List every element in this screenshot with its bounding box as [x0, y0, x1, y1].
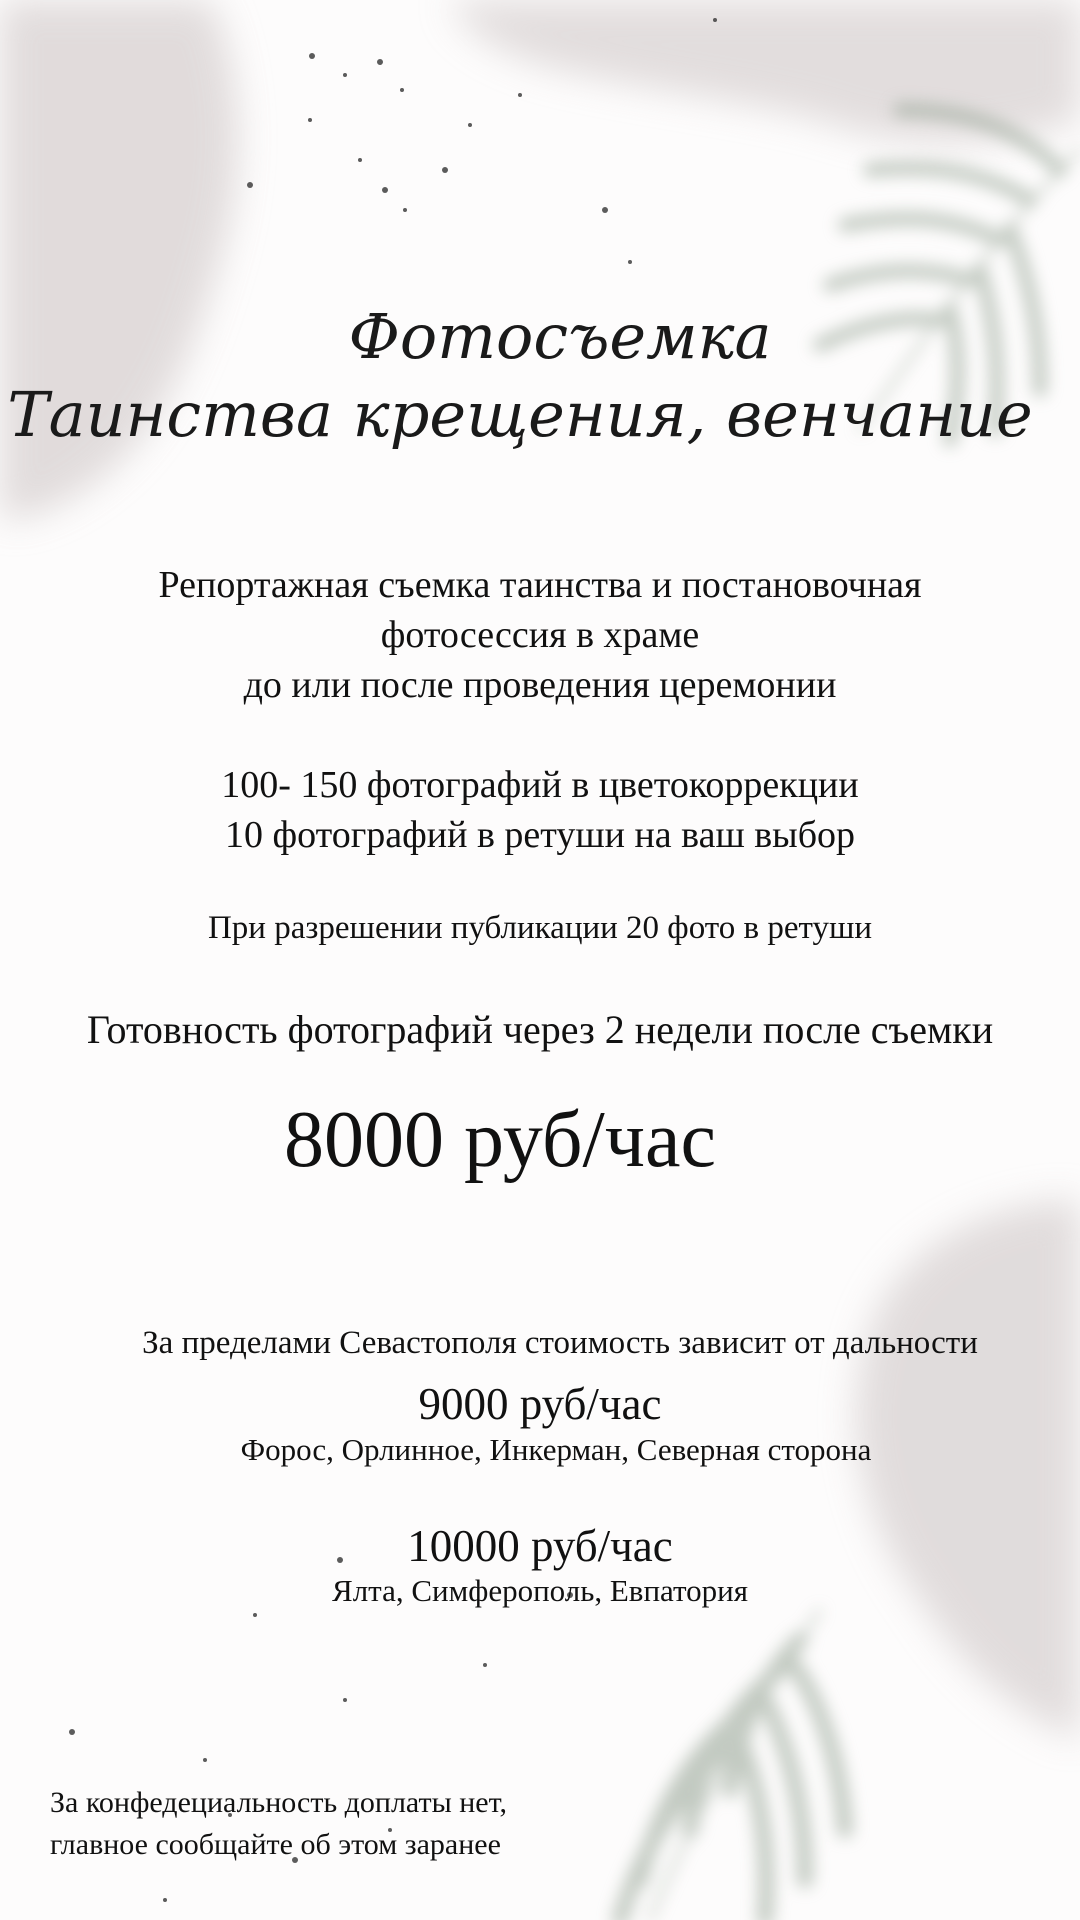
readiness-note: Готовность фотографий через 2 недели после съемки	[86, 1007, 994, 1052]
tier1-places: Форос, Орлинное, Инкерман, Северная сторона	[240, 1432, 872, 1467]
tier2-places: Ялта, Симферополь, Евпатория	[332, 1573, 748, 1608]
footer-note	[50, 1782, 507, 1866]
description-line-3: до или после проведения церемонии	[243, 664, 837, 706]
outside-note: За пределами Севастополя стоимость зависит от дальности	[142, 1325, 978, 1361]
description-line-2: фотосессия в храме	[380, 614, 700, 656]
title-line-1: Фотосъемка	[348, 300, 772, 373]
main-price: 8000 руб/час	[283, 1096, 717, 1184]
footer-line-2: главное сообщайте об этом заранее	[50, 1828, 501, 1861]
tier2-price: 10000 руб/час	[407, 1521, 673, 1571]
footer-line-1: За конфедециальность доплаты нет,	[50, 1786, 507, 1819]
photos-line-2: 10 фотографий в ретуши на ваш выбор	[224, 814, 856, 856]
publication-note: При разрешении публикации 20 фото в ретуши	[207, 910, 873, 946]
description-line-1: Репортажная съемка таинства и постановочная	[158, 564, 922, 606]
photos-line-1: 100- 150 фотографий в цветокоррекции	[221, 764, 859, 806]
title-line-2: Таинства крещения, венчание	[7, 378, 1033, 451]
tier1-price: 9000 руб/час	[418, 1379, 662, 1429]
